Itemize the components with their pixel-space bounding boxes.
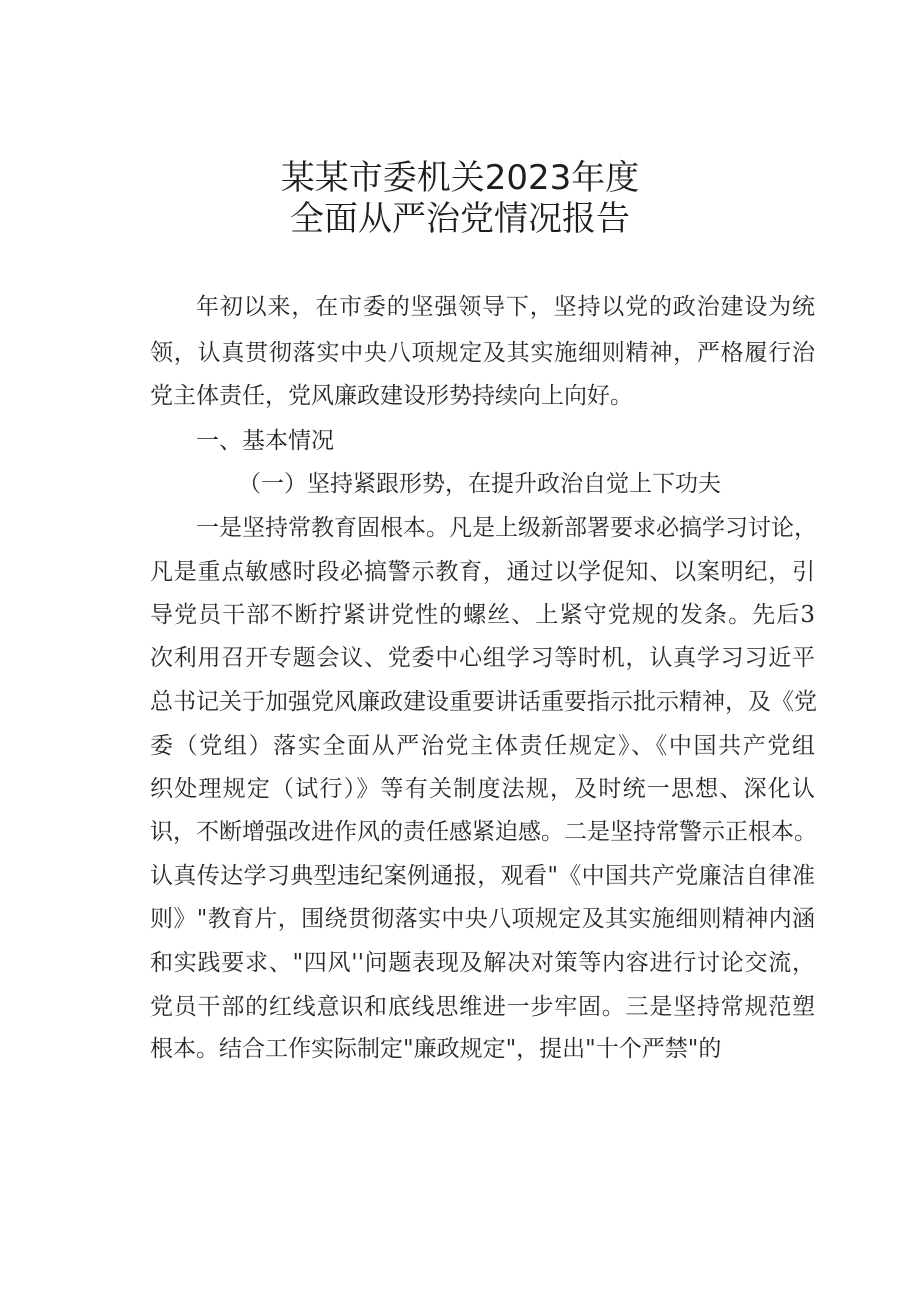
- paragraph-line: 一是坚持常教育固根本。凡是上级新部署要求必搞学习讨论，: [196, 515, 817, 541]
- paragraph-line: 党员干部的红线意识和底线思维进一步牢固。三是坚持常规范塑: [150, 994, 815, 1020]
- paragraph-line: 次利用召开专题会议、党委中心组学习等时机，认真学习习近平: [150, 645, 815, 671]
- intro-line: 年初以来，在市委的坚强领导下，坚持以党的政治建设为统: [196, 294, 815, 320]
- paragraph-line: 和实践要求、"四风''问题表现及解决对策等内容进行讨论交流，: [150, 950, 815, 976]
- paragraph-line: 识，不断增强改进作风的责任感紧迫感。二是坚持常警示正根本。: [150, 819, 817, 845]
- paragraph-line: 织处理规定（试行）》等有关制度法规，及时统一思想、深化认: [150, 776, 815, 802]
- section-heading: 一、基本情况: [196, 428, 334, 454]
- document-title-line-2: 全面从严治党情况报告: [290, 199, 630, 239]
- intro-line: 领，认真贯彻落实中央八项规定及其实施细则精神，严格履行治: [150, 340, 815, 366]
- document-title-line-1: 某某市委机关2023年度: [280, 158, 640, 198]
- paragraph-line: 则》"教育片，围绕贯彻落实中央八项规定及其实施细则精神内涵: [150, 906, 815, 932]
- subsection-heading: （一）坚持紧跟形势，在提升政治自觉上下功夫: [238, 471, 721, 497]
- paragraph-line: 凡是重点敏感时段必搞警示教育，通过以学促知、以案明纪，引: [150, 559, 815, 585]
- paragraph-line: 认真传达学习典型违纪案例通报，观看"《中国共产党廉洁自律准: [150, 863, 815, 889]
- paragraph-line: 根本。结合工作实际制定"廉政规定"，提出"十个严禁"的: [150, 1036, 722, 1062]
- paragraph-line: 导党员干部不断拧紧讲党性的螺丝、上紧守党规的发条。先后3: [150, 602, 815, 628]
- paragraph-line: 总书记关于加强党风廉政建设重要讲话重要指示批示精神，及《党: [150, 689, 817, 715]
- intro-line: 党主体责任，党风廉政建设形势持续向上向好。: [150, 383, 633, 409]
- paragraph-line: 委（党组）落实全面从严治党主体责任规定》、《中国共产党组: [150, 733, 815, 759]
